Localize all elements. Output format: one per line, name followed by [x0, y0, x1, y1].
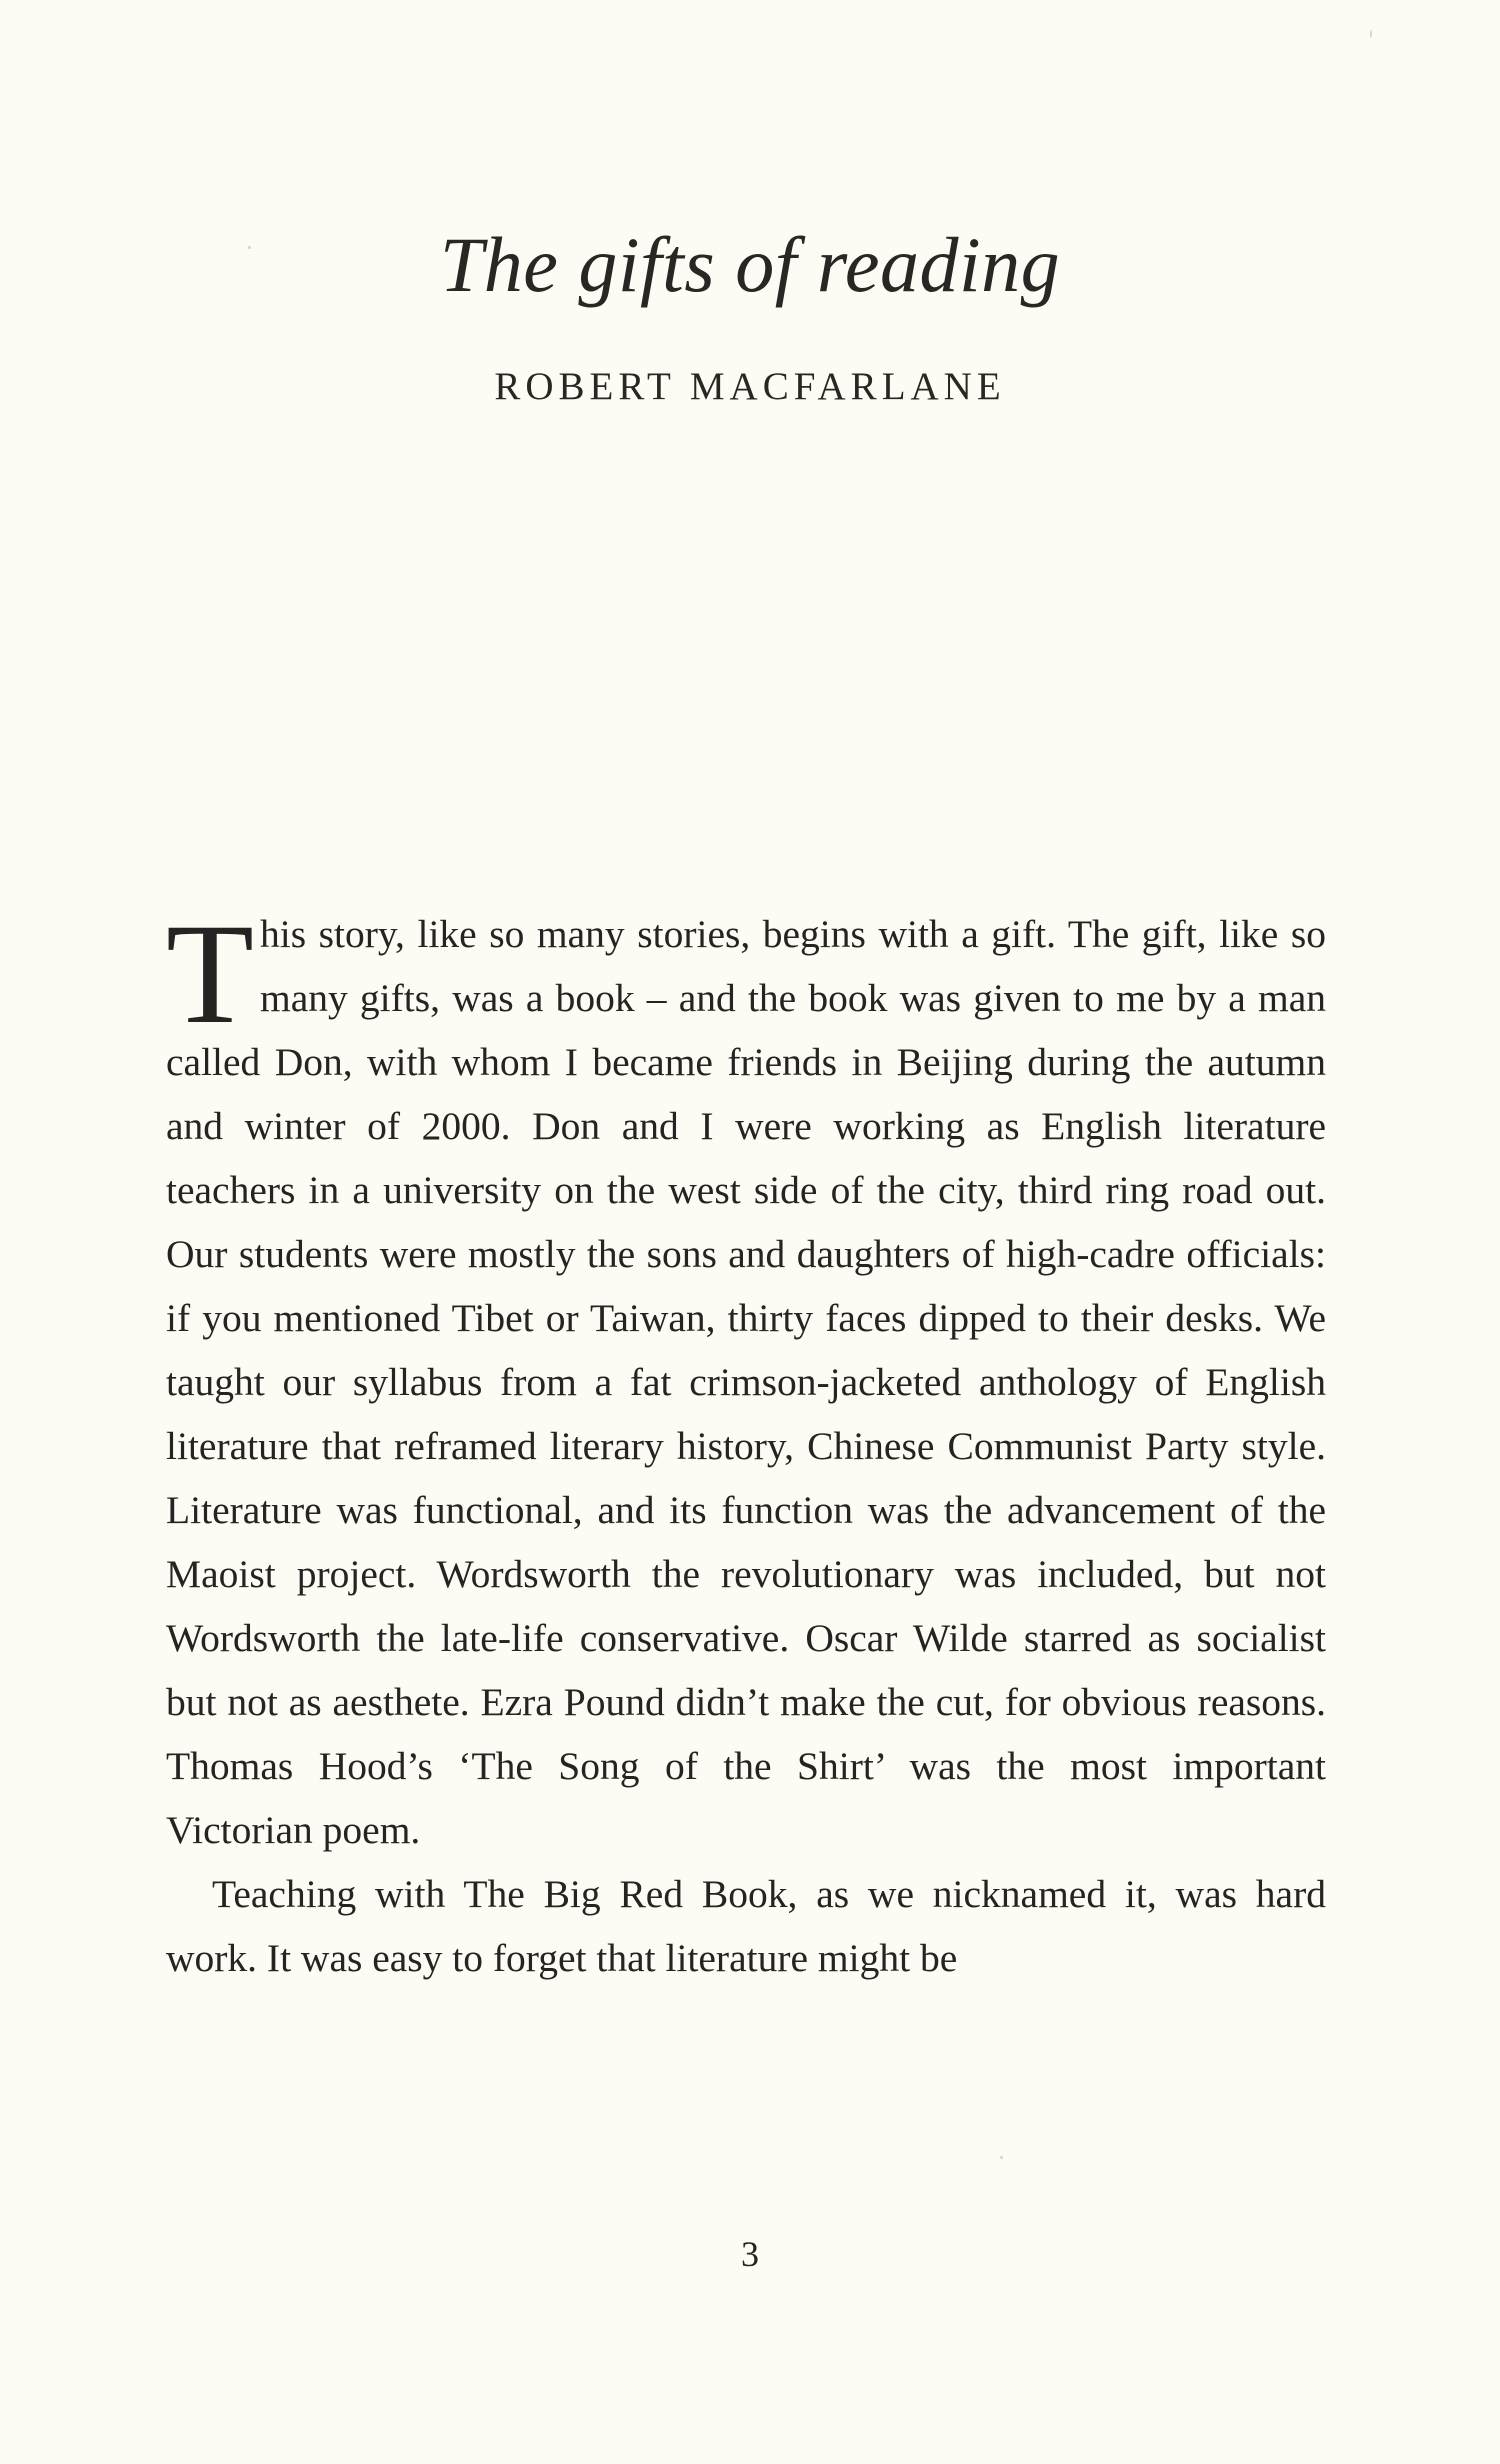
paragraph-1 [166, 895, 1326, 1862]
chapter-body [166, 895, 1326, 1990]
paper-speck [1370, 30, 1372, 38]
paper-speck [1000, 2156, 1003, 2159]
chapter-title: The gifts of reading [439, 221, 1061, 308]
page-number: 3 [741, 2234, 759, 2274]
chapter-author: ROBERT MACFARLANE [494, 365, 1006, 408]
paragraph-1-text: his story, like so many stories, begins with a gift. The gift, like so many gifts, was a book – and the book was given to me by a man called Don, with whom I became friends in Beijing during the autumn and winter of 2000. Don and I were working as English literature teachers in a university on the west side of the city, third ring road out. Our students were mostly the sons and daughters of high-cadre officials: if you mentioned Tibet or Taiwan, thirty faces dipped to their desks. We taught our syllabus from a fat crimson-jacketed anthology of English literature that reframed literary history, Chinese Communist Party style. Literature was functional, and its function was the advancement of the Maoist project. Wordsworth the revolutionary was included, but not Wordsworth the late-life conservative. Oscar Wilde starred as socialist but not as aesthete. Ezra Pound didn’t make the cut, for obvious reasons. Thomas Hood’s ‘The Song of the Shirt’ was the most important Victorian poem. [166, 912, 1326, 1852]
paper-speck [248, 246, 251, 249]
paragraph-2: Teaching with The Big Red Book, as we nicknamed it, was hard work. It was easy to forget that literature might be [166, 1872, 1326, 1980]
drop-cap: T [166, 895, 254, 1054]
